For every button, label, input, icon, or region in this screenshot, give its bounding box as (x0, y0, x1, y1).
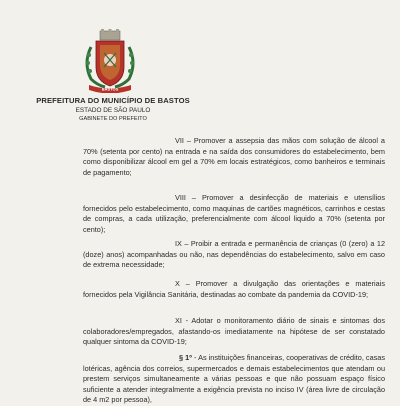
clause-ix (83, 239, 385, 271)
paragraph-1 (83, 353, 385, 406)
office-name: GABINETE DO PREFEITO (79, 116, 147, 122)
municipality-title: PREFEITURA DO MUNICÍPIO DE BASTOS (36, 96, 190, 105)
clause-vii (83, 136, 385, 178)
coat-of-arms (81, 29, 139, 93)
state-name: ESTADO DE SÃO PAULO (75, 107, 151, 114)
ribbon-text: BASTOS (101, 86, 119, 92)
clause-vii-text: VII – Promover a assepsia das mãos com solução de álcool a 70% (setenta por cento) na entrada e na saída dos consumidores do estabelecimento, bem como disponibilizar álcool em gel a 70% em locais estratégicos, como banheiros e terminais de pagamento; (83, 136, 385, 177)
municipal-coat-of-arms-icon (81, 29, 139, 93)
paragraph-mark: § 1º (179, 353, 192, 362)
clause-xi-text: XI - Adotar o monitoramento diário de sinais e sintomas dos colaboradores/empregados, afastando-os imediatamente na hipótese de ser constatado qualquer sintoma da COVID-19; (83, 316, 385, 346)
letterhead (0, 96, 226, 124)
clause-xi (83, 316, 385, 348)
clause-ix-text: IX – Proibir a entrada e permanência de crianças (0 (zero) a 12 (doze) anos) acompanhadas ou não, nas dependências do estabelecimento, salvo em caso de extrema necessidade; (83, 239, 385, 269)
clause-viii (83, 193, 385, 235)
clause-x (83, 279, 385, 300)
clause-x-text: X – Promover a divulgação das orientações e materiais fornecidos pela Vigilância Sanitária, destinadas ao combate da pandemia da COVID-19; (83, 279, 385, 299)
clause-viii-text: VIII – Promover a desinfecção de materiais e utensílios fornecidos pelo estabelecimento, como maquinas de cartões magnéticos, carrinhos e cestas de compras, a cada utilização, preferencialmente com álcool liquido a 70% (setenta por cento); (83, 193, 385, 234)
paragraph-1-text: - As instituições financeiras, cooperativas de crédito, casas lotéricas, agência dos correios, supermercados e demais estabelecimentos que atendam ou prestem serviços simultaneamente a várias pessoas e que não possuam espaço físico suficiente a atender integralmente a exigência prevista no inciso IV (área livre de circulação de 4 m2 por pessoa), (83, 353, 385, 404)
